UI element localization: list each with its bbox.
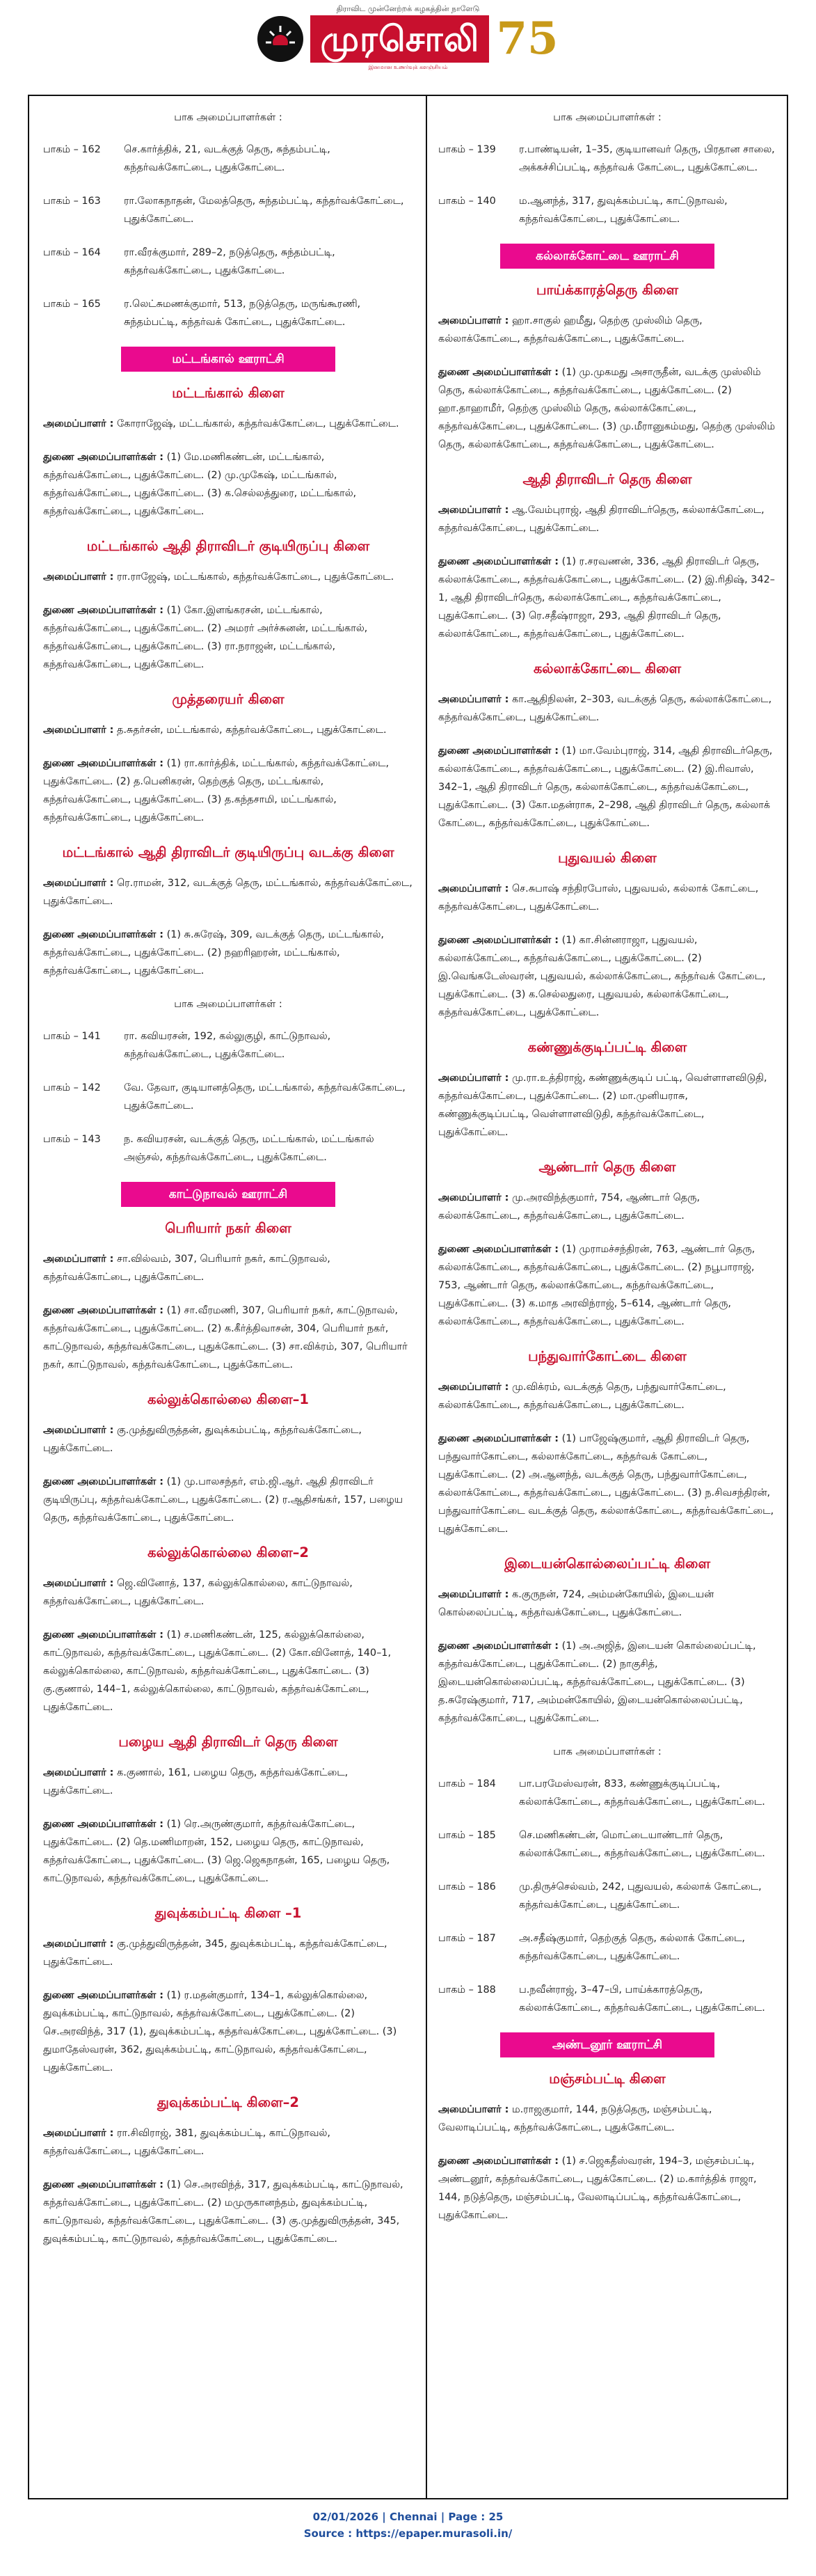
booth-organizer-row [438,1775,776,1811]
page-footer [0,2508,816,2542]
organizer-details: (1) கோ.இளங்கரசன், மட்டங்கால், கந்தர்வக்கோட்டை, புதுக்கோட்டை. (2) அமரர் அர்ச்சுனன், மட்டங்கால், கந்தர்வக்கோட்டை, புதுக்கோட்டை. (3) ரா.நராஜன், மட்டங்கால், கந்தர்வக்கோட்டை, புதுக்கோட்டை. [43,605,368,670]
organizer-role-label: அமைப்பாளர் : [438,694,509,705]
organizer-role-label: துணை அமைப்பாளர்கள் : [43,452,164,463]
section-subheading: பாக அமைப்பாளர்கள் : [553,1746,662,1757]
organizer-role-label: துணை அமைப்பாளர்கள் : [43,929,164,940]
organizer-details: கு.முத்துவிருத்தன், துவுக்கம்பட்டி, கந்தர்வக்கோட்டை, புதுக்கோட்டை. [43,1425,362,1454]
organizer-details: (1) செ.அரவிந்த், 317, துவுக்கம்பட்டி, காட்டுநாவல், கந்தர்வக்கோட்டை, புதுக்கோட்டை. (2) மமுருகானந்தம், துவுக்கம்பட்டி, காட்டுநாவல், கந்தர்வக்கோட்டை, புதுக்கோட்டை. (3) கு.முத்துவிருத்தன், 345, துவுக்கம்பட்டி, காட்டுநாவல், கந்தர்வக்கோட்டை, புதுக்கோட்டை. [43,2179,403,2245]
masthead-title: முரசொலி [310,15,489,63]
organizer-entry [43,1815,413,1888]
branch-heading: மஞ்சம்பட்டி கிளை [549,2071,666,2087]
organizer-role-label: துணை அமைப்பாளர்கள் : [43,2179,164,2190]
organizer-details: ரெ.ராமன், 312, வடக்குத் தெரு, மட்டங்கால், கந்தர்வக்கோட்டை, புதுக்கோட்டை. [43,878,413,907]
organizer-entry [438,1069,776,1141]
organizer-entry [438,1637,776,1728]
booth-number: பாகம் – 140 [438,196,496,207]
organizer-entry [438,2152,776,2225]
organizer-entry [43,1986,413,2077]
organizer-entry [438,1586,776,1622]
organizer-details: (1) மு.பாலசந்தர், எம்.ஜி.ஆர். ஆதி திராவிடர் குடியிருப்பு, கந்தர்வக்கோட்டை, புதுக்கோட்டை. (2) ர.ஆதிசங்கர், 157, பழைய தெரு, கந்தர்வக்கோட்டை, புதுக்கோட்டை. [43,1476,403,1524]
organizer-role-label: அமைப்பாளர் : [43,1254,114,1265]
organizer-details: (1) பாஜேஷ்குமார், ஆதி திராவிடர் தெரு, பந்துவார்கோட்டை, கல்லாக்கோட்டை, கந்தர்வக் கோட்டை, புதுக்கோட்டை. (2) அ.ஆனந்த், வடக்குத் தெரு, பந்துவார்கோட்டை, கல்லாக்கோட்டை, கந்தர்வக்கோட்டை, புதுக்கோட்டை. (3) ந.சிவசந்திரன், பந்துவார்கோட்டை வடக்குத் தெரு, கல்லாக்கோட்டை, கந்தர்வக்கோட்டை, புதுக்கோட்டை. [438,1433,774,1535]
organizer-entry [43,754,413,827]
booth-number: பாகம் – 164 [43,247,101,258]
organizer-role-label: துணை அமைப்பாளர்கள் : [438,1244,559,1255]
booth-organizer-row [438,1826,776,1863]
organizer-role-label: துணை அமைப்பாளர்கள் : [43,605,164,616]
organizer-role-label: அமைப்பாளர் : [438,505,509,516]
branch-heading: பழைய ஆதி திராவிடர் தெரு கிளை [118,1734,338,1750]
booth-number: பாகம் – 143 [43,1134,101,1145]
organizer-role-label: அமைப்பாளர் : [43,571,114,583]
branch-heading: பாய்க்காரத்தெரு கிளை [536,282,679,298]
organizer-details: (1) ர.மதன்குமார், 134–1, கல்லுக்கொல்லை, துவுக்கம்பட்டி, காட்டுநாவல், கந்தர்வக்கோட்டை, புதுக்கோட்டை. (2) செ.அரவிந்த், 317 (1), துவுக்கம்பட்டி, கந்தர்வக்கோட்டை, புதுக்கோட்டை. (3) துமாதேஸ்வரன், 362, துவுக்கம்பட்டி, காட்டுநாவல், கந்தர்வக்கோட்டை, புதுக்கோட்டை. [43,1990,397,2073]
organizer-role-label: துணை அமைப்பாளர்கள் : [438,745,559,757]
booth-number: பாகம் – 185 [438,1830,496,1841]
organizer-entry [438,742,776,832]
organizer-details: (1) அ.அஜித், இடையன் கொல்லைப்பட்டி, கந்தர்வக்கோட்டை, புதுக்கோட்டை. (2) நாகுசித், இடையன்கொல்லைப்பட்டி, கந்தர்வக்கோட்டை, புதுக்கோட்டை. (3) த.சுரேஷ்குமார், 717, அம்மன்கோயில், இடையன்கொல்லைப்பட்டி, கந்தர்வக்கோட்டை, புதுக்கோட்டை. [438,1641,756,1724]
booth-organizer-row [438,1878,776,1914]
organizer-details: (1) ச.ஜெகதீஸ்வரன், 194–3, மஞ்சம்பட்டி, அண்டனூர், கந்தர்வக்கோட்டை, புதுக்கோட்டை. (2) ம.கார்த்திக் ராஜா, 144, நடுத்தெரு, மஞ்சம்பட்டி, வேலாடிப்பட்டி, கந்தர்வக்கோட்டை, புதுக்கோட்டை. [438,2156,757,2221]
booth-number: பாகம் – 162 [43,144,101,155]
organizer-details: மு.விக்ரம், வடக்குத் தெரு, பந்துவார்கோட்டை, கல்லாக்கோட்டை, கந்தர்வக்கோட்டை, புதுக்கோட்டை. [438,1382,726,1411]
booth-organizer-row [438,1981,776,2017]
booth-organizer-details: அ.சதீஷ்குமார், தெற்குத் தெரு, கல்லாக் கோட்டை, கந்தர்வக்கோட்டை, புதுக்கோட்டை. [519,1933,745,1962]
branch-heading: துவுக்கம்பட்டி கிளை –1 [154,1905,302,1921]
branch-heading: மட்டங்கால் ஆதி திராவிடர் குடியிருப்பு கிளை [86,538,370,554]
organizer-details: கோராஜேஷ், மட்டங்கால், கந்தர்வக்கோட்டை, புதுக்கோட்டை. [116,418,399,429]
organizer-entry [438,1378,776,1414]
organizer-role-label: துணை அமைப்பாளர்கள் : [43,758,164,769]
branch-heading: கல்லுக்கொல்லை கிளை–1 [147,1391,310,1407]
organizer-entry [43,601,413,674]
organizer-entry [43,1574,413,1611]
logo [257,15,558,63]
organizer-entry [438,690,776,727]
footer-dateline: 02/01/2026 | Chennai | Page : 25 [312,2511,504,2523]
booth-organizer-row [43,1079,413,1115]
booth-organizer-row [43,295,413,331]
organizer-entry [438,880,776,916]
booth-organizer-row [43,141,413,177]
organizer-details: ரா.சிவிராஜ், 381, துவுக்கம்பட்டி, காட்டுநாவல், கந்தர்வக்கோட்டை, புதுக்கோட்டை. [43,2128,330,2157]
organizer-role-label: துணை அமைப்பாளர்கள் : [438,935,559,946]
organizer-entry [438,553,776,643]
booth-number: பாகம் – 187 [438,1933,496,1944]
footer-source-link[interactable]: Source : https://epaper.murasoli.in/ [303,2527,513,2540]
organizer-details: ஜெ.வினோத், 137, கல்லுக்கொல்லை, காட்டுநாவல், கந்தர்வக்கோட்டை, புதுக்கோட்டை. [43,1578,353,1607]
organizer-role-label: அமைப்பாளர் : [438,2104,509,2115]
organizer-details: செ.சுபாஷ் சந்திரபோஸ், புதுவயல், கல்லாக் கோட்டை, கந்தர்வக்கோட்டை, புதுக்கோட்டை. [438,883,759,912]
panchayat-heading: அண்டனூர் ஊராட்சி [500,2032,714,2057]
organizer-role-label: அமைப்பாளர் : [438,883,509,894]
organizer-details: க.குருநன், 724, அம்மன்கோயில், இடையன் கொல்லைப்பட்டி, கந்தர்வக்கோட்டை, புதுக்கோட்டை. [438,1589,714,1618]
booth-organizer-details: ந. கவியரசன், வடக்குத் தெரு, மட்டங்கால், மட்டங்கால் அஞ்சல், கந்தர்வக்கோட்டை, புதுக்கோட்டை. [124,1134,374,1163]
organizer-entry [438,1189,776,1225]
booth-number: பாகம் – 142 [43,1082,101,1093]
organizer-details: (1) ச.மணிகண்டன், 125, கல்லுக்கொல்லை, காட்டுநாவல், கந்தர்வக்கோட்டை, புதுக்கோட்டை. (2) கோ.வினோத், 140–1, கல்லுக்கொல்லை, காட்டுநாவல், கந்தர்வக்கோட்டை, புதுக்கோட்டை. (3) கு.குணால், 144–1, கல்லுக்கொல்லை, காட்டுநாவல், கந்தர்வக்கோட்டை, புதுக்கோட்டை. [43,1629,392,1713]
organizer-entry [43,1473,413,1527]
organizer-details: மு.ரா.உத்திராஜ், கண்ணுக்குடிப் பட்டி, வெள்ளாளவிடுதி, கந்தர்வக்கோட்டை, புதுக்கோட்டை. (2) மா.முனியராசு, கண்ணுக்குடிப்பட்டி, வெள்ளாளவிடுதி, கந்தர்வக்கோட்டை, புதுக்கோட்டை. [438,1073,767,1138]
organizer-entry [438,363,776,454]
organizer-entry [438,2101,776,2137]
organizer-role-label: துணை அமைப்பாளர்கள் : [438,367,559,378]
organizer-entry [43,1250,413,1286]
booth-organizer-details: ம.ஆனந்த், 317, துவுக்கம்பட்டி, காட்டுநாவல், கந்தர்வக்கோட்டை, புதுக்கோட்டை. [519,196,728,225]
booth-organizer-details: செ.மணிகண்டன், மொட்டையாண்டார் தெரு, கல்லாக்கோட்டை, கந்தர்வக்கோட்டை, புதுக்கோட்டை. [519,1830,765,1859]
branch-heading: மட்டங்கால் கிளை [172,385,285,401]
organizer-role-label: துணை அமைப்பாளர்கள் : [43,1629,164,1641]
booth-number: பாகம் – 141 [43,1031,101,1042]
organizer-role-label: அமைப்பாளர் : [43,1578,114,1589]
organizer-details: ம.ராஜகுமார், 144, நடுத்தெரு, மஞ்சம்பட்டி, வேலாடிப்பட்டி, கந்தர்வக்கோட்டை, புதுக்கோட்டை. [438,2104,712,2133]
branch-heading: ஆண்டார் தெரு கிளை [538,1159,676,1175]
organizer-role-label: அமைப்பாளர் : [43,878,114,889]
masthead-subtag: இனமான உணர்வுக் களஞ்சியம் [368,64,448,70]
booth-organizer-row [43,244,413,280]
organizer-entry [43,926,413,980]
organizer-role-label: துணை அமைப்பாளர்கள் : [438,1641,559,1652]
branch-heading: முத்தரையர் கிளை [172,691,285,707]
organizer-entry [43,2176,413,2248]
branch-heading: கல்லுக்கொல்லை கிளை–2 [147,1544,310,1560]
branch-heading: கல்லாக்கோட்டை கிளை [533,661,682,677]
organizer-details: கு.முத்துவிருத்தன், 345, துவுக்கம்பட்டி, கந்தர்வக்கோட்டை, புதுக்கோட்டை. [43,1938,387,1968]
booth-organizer-details: ரா. கவியரசன், 192, கல்லுகுழி, காட்டுநாவல், கந்தர்வக்கோட்டை, புதுக்கோட்டை. [124,1031,331,1060]
branch-heading: ஆதி திராவிடர் தெரு கிளை [522,471,692,487]
organizer-details: (1) சா.வீரமணி, 307, பெரியார் நகர், காட்டுநாவல், கந்தர்வக்கோட்டை, புதுக்கோட்டை. (2) க.கீர்த்திவாசன், 304, பெரியார் நகர், காட்டுநாவல், கந்தர்வக்கோட்டை, புதுக்கோட்டை. (3) சா.விக்ரம், 307, பெரியார் நகர், காட்டுநாவல், கந்தர்வக்கோட்டை, புதுக்கோட்டை. [43,1305,408,1370]
organizer-role-label: அமைப்பாளர் : [43,2128,114,2139]
organizer-entry [438,501,776,537]
organizer-details: கா.ஆதிநிலன், 2–303, வடக்குத் தெரு, கல்லாக்கோட்டை, கந்தர்வக்கோட்டை, புதுக்கோட்டை. [438,694,772,723]
organizer-entry [43,1302,413,1374]
booth-organizer-details: ப.நவீன்ராஜ், 3–47–பி, பாய்க்காரத்தெரு, கல்லாக்கோட்டை, கந்தர்வக்கோட்டை, புதுக்கோட்டை. [519,1984,765,2014]
booth-organizer-details: ரா.வீரக்குமார், 289–2, நடுத்தெரு, சுந்தம்பட்டி, கந்தர்வக்கோட்டை, புதுக்கோட்டை. [124,247,335,276]
organizer-role-label: துணை அமைப்பாளர்கள் : [43,1819,164,1830]
right-column [438,104,776,2240]
organizer-details: (1) ரா.கார்த்திக், மட்டங்கால், கந்தர்வக்கோட்டை, புதுக்கோட்டை. (2) த.பெனிகரன், தெற்குத் தெரு, மட்டங்கால், கந்தர்வக்கோட்டை, புதுக்கோட்டை. (3) த.கந்தசாமி, மட்டங்கால், கந்தர்வக்கோட்டை, புதுக்கோட்டை. [43,758,390,823]
organizer-role-label: அமைப்பாளர் : [43,1425,114,1436]
organizer-role-label: அமைப்பாளர் : [438,1073,509,1084]
organizer-details: (1) கா.சின்னராஜா, புதுவயல், கல்லாக்கோட்டை, கந்தர்வக்கோட்டை, புதுக்கோட்டை. (2) இ.வெங்கடேஸ்வரன், புதுவயல், கல்லாக்கோட்டை, கந்தர்வக் கோட்டை, புதுக்கோட்டை. (3) க.செல்லதுரை, புதுவயல், கல்லாக்கோட்டை, கந்தர்வக்கோட்டை, புதுக்கோட்டை. [438,935,766,1018]
masthead [0,0,816,78]
column-divider [426,95,427,2499]
organizer-details: ஹா.சாகுல் ஹமீது, தெற்கு முஸ்லிம் தெரு, கல்லாக்கோட்டை, கந்தர்வக்கோட்டை, புதுக்கோட்டை. [438,315,703,345]
booth-number: பாகம் – 184 [438,1778,496,1789]
organizer-entry [43,568,413,586]
booth-organizer-details: மு.திருச்செல்வம், 242, புதுவயல், கல்லாக் கோட்டை, கந்தர்வக்கோட்டை, புதுக்கோட்டை. [519,1881,762,1911]
organizer-role-label: துணை அமைப்பாளர்கள் : [43,1476,164,1487]
organizer-role-label: அமைப்பாளர் : [43,725,114,736]
organizer-details: (1) சு.சுரேஷ், 309, வடக்குத் தெரு, மட்டங்கால், கந்தர்வக்கோட்டை, புதுக்கோட்டை. (2) நஹரிஹரன், மட்டங்கால், கந்தர்வக்கோட்டை, புதுக்கோட்டை. [43,929,384,977]
panchayat-heading: கல்லாக்கோட்டை ஊராட்சி [500,244,714,269]
panchayat-heading: காட்டுநாவல் ஊராட்சி [121,1182,335,1207]
organizer-details: (1) மே.மணிகண்டன், மட்டங்கால், கந்தர்வக்கோட்டை, புதுக்கோட்டை. (2) மு.முகேஷ், மட்டங்கால், கந்தர்வக்கோட்டை, புதுக்கோட்டை. (3) க.செல்லத்துரை, மட்டங்கால், கந்தர்வக்கோட்டை, புதுக்கோட்டை. [43,452,357,517]
organizer-role-label: அமைப்பாளர் : [43,1938,114,1950]
organizer-entry [438,931,776,1022]
booth-organizer-details: ர.லெட்சுமணக்குமார், 513, நடுத்தெரு, மருங்கூரணி, சுந்தம்பட்டி, கந்தர்வக் கோட்டை, புதுக்கோட்டை. [124,299,361,328]
branch-heading: கண்ணுக்குடிப்பட்டி கிளை [527,1039,687,1055]
organizer-details: (1) ர.சரவணன், 336, ஆதி திராவிடர் தெரு, கல்லாக்கோட்டை, கந்தர்வக்கோட்டை, புதுக்கோட்டை. (2) இ.ரிதிஷ், 342–1, ஆதி திராவிடர்தெரு, கல்லாக்கோட்டை, கந்தர்வக்கோட்டை, புதுக்கோட்டை. (3) ரெ.சதீஷ்ராஜா, 293, ஆதி திராவிடர் தெரு, கல்லாக்கோட்டை, கந்தர்வக்கோட்டை, புதுக்கோட்டை. [438,556,775,640]
organizer-details: த.சுதர்சன், மட்டங்கால், கந்தர்வக்கோட்டை, புதுக்கோட்டை. [116,725,387,736]
booth-organizer-details: ரா.லோகநாதன், மேலத்தெரு, சுந்தம்பட்டி, கந்தர்வக்கோட்டை, புதுக்கோட்டை. [124,196,404,225]
booth-number: பாகம் – 165 [43,299,101,310]
booth-organizer-row [43,1130,413,1167]
section-subheading: பாக அமைப்பாளர்கள் : [553,112,662,123]
rising-sun-emblem-icon [257,16,303,62]
left-column [43,104,413,2263]
organizer-entry [43,415,413,433]
organizer-details: ஆ.வேம்புராஜ், ஆதி திராவிடர்தெரு, கல்லாக்கோட்டை, கந்தர்வக்கோட்டை, புதுக்கோட்டை. [438,505,765,534]
booth-organizer-details: வே. தேவா, குடியானத்தெரு, மட்டங்கால், கந்தர்வக்கோட்டை, புதுக்கோட்டை. [124,1082,406,1112]
organizer-role-label: துணை அமைப்பாளர்கள் : [43,1990,164,2001]
organizer-entry [43,874,413,910]
organizer-entry [43,1764,413,1800]
branch-heading: பெரியார் நகர் கிளை [165,1220,291,1236]
organizer-entry [43,1421,413,1457]
organizer-role-label: துணை அமைப்பாளர்கள் : [438,556,559,567]
booth-number: பாகம் – 188 [438,1984,496,1996]
branch-heading: துவுக்கம்பட்டி கிளை–2 [157,2094,299,2110]
organizer-role-label: அமைப்பாளர் : [438,1192,509,1203]
booth-organizer-details: பா.பரமேஸ்வரன், 833, கண்ணுக்குடிப்பட்டி, கல்லாக்கோட்டை, கந்தர்வக்கோட்டை, புதுக்கோட்டை. [519,1778,765,1808]
branch-heading: புதுவயல் கிளை [558,850,657,866]
organizer-entry [43,2124,413,2160]
booth-organizer-details: ர.பாண்டியன், 1–35, குடியானவர் தெரு, பிரதான சாலை, அக்கச்சிப்பட்டி, கந்தர்வக் கோட்டை, புதுக்கோட்டை. [519,144,775,173]
organizer-entry [43,448,413,521]
branch-heading: பந்துவார்கோட்டை கிளை [528,1348,687,1364]
organizer-role-label: அமைப்பாளர் : [438,315,509,326]
booth-number: பாகம் – 163 [43,196,101,207]
anniversary-badge: 75 [496,13,559,65]
organizer-role-label: துணை அமைப்பாளர்கள் : [438,1433,559,1444]
organizer-entry [43,721,413,739]
organizer-details: ரா.ராஜேஷ், மட்டங்கால், கந்தர்வக்கோட்டை, புதுக்கோட்டை. [116,571,394,583]
section-subheading: பாக அமைப்பாளர்கள் : [174,112,282,123]
panchayat-heading: மட்டங்கால் ஊராட்சி [121,347,335,372]
organizer-entry [438,312,776,348]
booth-number: பாகம் – 186 [438,1881,496,1893]
organizer-details: (1) மா.வேம்புராஜ், 314, ஆதி திராவிடர்தெரு, கல்லாக்கோட்டை, கந்தர்வக்கோட்டை, புதுக்கோட்டை. (2) இ.ரிவாஸ், 342–1, ஆதி திராவிடர் தெரு, கல்லாக்கோட்டை, கந்தர்வக்கோட்டை, புதுக்கோட்டை. (3) கோ.மதன்ராசு, 2–298, ஆதி திராவிடர் தெரு, கல்லாக் கோட்டை, கந்தர்வக்கோட்டை, புதுக்கோட்டை. [438,745,773,829]
masthead-tagline: திராவிட முன்னேற்றக் கழகத்தின் நாளேடு [336,4,480,13]
organizer-details: (1) ரெ.அருண்குமார், கந்தர்வக்கோட்டை, புதுக்கோட்டை. (2) தெ.மணிமாறன், 152, பழைய தெரு, காட்டுநாவல், கந்தர்வக்கோட்டை, புதுக்கோட்டை. (3) ஜெ.ஜெகநாதன், 165, பழைய தெரு, காட்டுநாவல், கந்தர்வக்கோட்டை, புதுக்கோட்டை. [43,1819,390,1884]
organizer-role-label: அமைப்பாளர் : [43,1767,114,1778]
section-subheading: பாக அமைப்பாளர்கள் : [174,999,282,1010]
organizer-details: (1) முராமச்சந்திரன், 763, ஆண்டார் தெரு, கல்லாக்கோட்டை, கந்தர்வக்கோட்டை, புதுக்கோட்டை. (2) நபூபாராஜ், 753, ஆண்டார் தெரு, கல்லாக்கோட்டை, கந்தர்வக்கோட்டை, புதுக்கோட்டை. (3) க.மாத அரவிந்ராஜ், 5–614, ஆண்டார் தெரு, கல்லாக்கோட்டை, கந்தர்வக்கோட்டை, புதுக்கோட்டை. [438,1244,755,1327]
booth-organizer-row [438,192,776,228]
branch-heading: மட்டங்கால் ஆதி திராவிடர் குடியிருப்பு வடக்கு கிளை [62,844,394,860]
organizer-details: க.குணால், 161, பழைய தெரு, கந்தர்வக்கோட்டை, புதுக்கோட்டை. [43,1767,349,1796]
booth-number: பாகம் – 139 [438,144,496,155]
booth-organizer-row [438,141,776,177]
booth-organizer-row [438,1929,776,1966]
booth-organizer-row [43,192,413,228]
booth-organizer-row [43,1027,413,1064]
organizer-entry [43,1626,413,1716]
organizer-details: (1) மு.முகமது அசாருதீன், வடக்கு முஸ்லிம் தெரு, கல்லாக்கோட்டை, கந்தர்வக்கோட்டை, புதுக்கோட்டை. (2) ஹா.தாஹாமீர், தெற்கு முஸ்லிம் தெரு, கல்லாக்கோட்டை, கந்தர்வக்கோட்டை, புதுக்கோட்டை. (3) மு.மீரானுகம்மது, தெற்கு முஸ்லிம் தெரு, கல்லாக்கோட்டை, கந்தர்வக்கோட்டை, புதுக்கோட்டை. [438,367,776,450]
branch-heading: இடையன்கொல்லைப்பட்டி கிளை [504,1556,711,1572]
organizer-role-label: அமைப்பாளர் : [438,1589,509,1600]
organizer-details: சா.வில்வம், 307, பெரியார் நகர், காட்டுநாவல், கந்தர்வக்கோட்டை, புதுக்கோட்டை. [43,1254,330,1283]
organizer-role-label: அமைப்பாளர் : [43,418,114,429]
organizer-entry [43,1935,413,1971]
organizer-entry [438,1430,776,1538]
booth-organizer-details: செ.கார்த்திக், 21, வடக்குத் தெரு, சுந்தம்பட்டி, கந்தர்வக்கோட்டை, புதுக்கோட்டை. [124,144,330,173]
organizer-entry [438,1240,776,1331]
organizer-role-label: துணை அமைப்பாளர்கள் : [438,2156,559,2167]
organizer-role-label: அமைப்பாளர் : [438,1382,509,1393]
organizer-details: மு.அரவிந்த்குமார், 754, ஆண்டார் தெரு, கல்லாக்கோட்டை, கந்தர்வக்கோட்டை, புதுக்கோட்டை. [438,1192,701,1222]
organizer-role-label: துணை அமைப்பாளர்கள் : [43,1305,164,1316]
